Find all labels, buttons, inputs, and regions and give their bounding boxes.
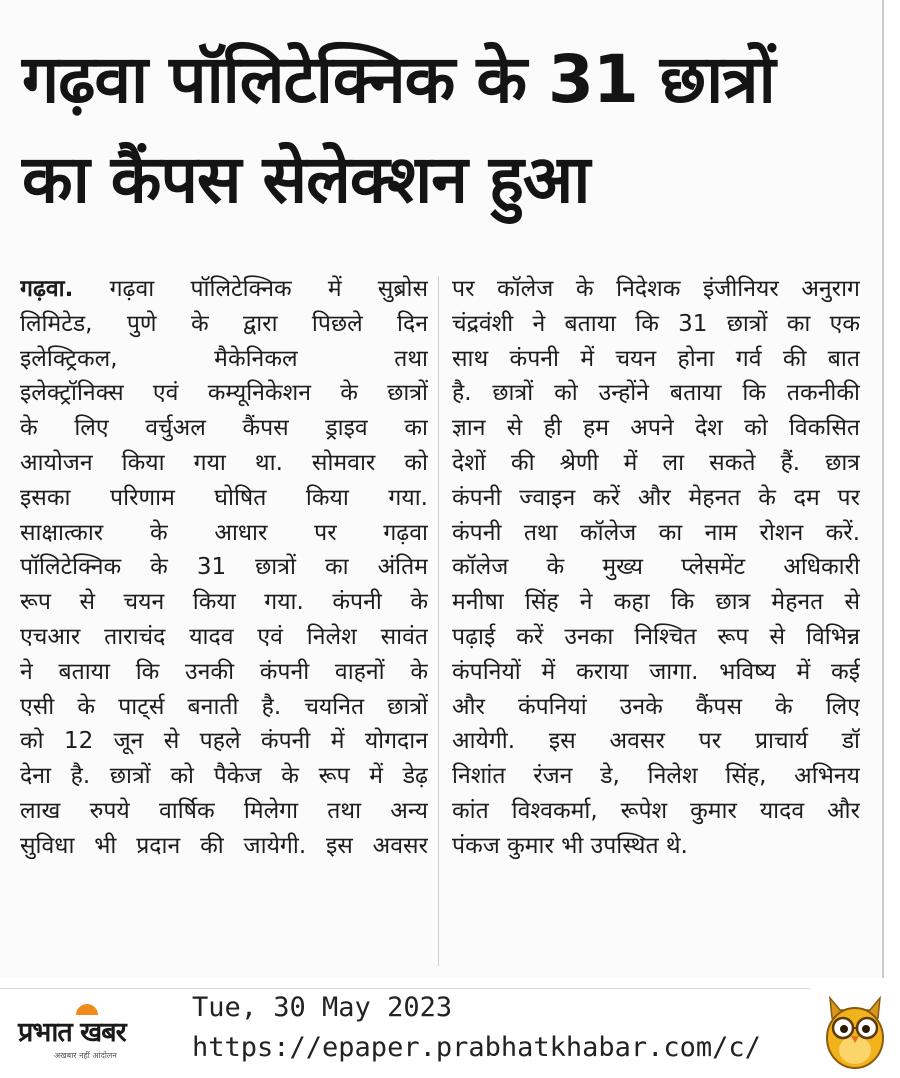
article-line: देशों की श्रेणी में ला सकते हैं. छात्र <box>452 449 860 476</box>
article-line-text: गढ़वा पॉलिटेक्निक में सुब्रोस <box>73 276 428 302</box>
article-line: देना है. छात्रों को पैकेज के रूप में डेढ़ <box>20 763 428 790</box>
article-line: एसी के पाट्‌र्स बनाती है. चयनित छात्रों <box>20 693 428 720</box>
epaper-url[interactable]: https://epaper.prabhatkhabar.com/c/ <box>192 1032 761 1063</box>
article-line: कंपनियों में कराया जागा. भविष्य में कई <box>452 658 860 685</box>
article-line: ज्ञान से ही हम अपने देश को विकसित <box>452 415 860 442</box>
article-line: के लिए वर्चुअल कैंपस ड्राइव का <box>20 415 428 442</box>
article-line: मनीषा सिंह ने कहा कि छात्र मेहनत से <box>452 589 860 616</box>
logo-tagline: अखबार नहीं आंदोलन <box>54 1051 117 1060</box>
article-line: को 12 जून से पहले कंपनी में योगदान <box>20 728 428 755</box>
article-line: इलेक्ट्रिकल, मैकेनिकल तथा <box>20 345 428 372</box>
dateline: गढ़वा. <box>20 276 74 302</box>
article-line: इलेक्ट्रॉनिक्स एवं कम्यूनिकेशन के छात्रों <box>20 380 428 407</box>
footer-divider <box>0 988 810 989</box>
article-line: कंपनी ज्वाइन करें और मेहनत के दम पर <box>452 484 860 511</box>
publication-date: Tue, 30 May 2023 <box>192 992 453 1023</box>
article-line: एचआर ताराचंद यादव एवं निलेश सावंत <box>20 623 428 650</box>
article-line: रूप से चयन किया गया. कंपनी के <box>20 589 428 616</box>
article-line: कांत विश्वकर्मा, रूपेश कुमार यादव और <box>452 797 860 824</box>
article-line: पॉलिटेक्निक के 31 छात्रों का अंतिम <box>20 554 428 581</box>
article-line: इसका परिणाम घोषित किया गया. <box>20 484 428 511</box>
article-line: साथ कंपनी में चयन होना गर्व की बात <box>452 345 860 372</box>
article-line: ने बताया कि उनकी कंपनी वाहनों के <box>20 658 428 685</box>
logo-text: प्रभात खबर <box>18 1017 126 1048</box>
column-divider <box>438 276 439 966</box>
article-line: लाख रुपये वार्षिक मिलेगा तथा अन्य <box>20 797 428 824</box>
article-line: और कंपनियां उनके कैंपस के लिए <box>452 693 860 720</box>
article-line: सुविधा भी प्रदान की जायेगी. इस अवसर <box>20 832 428 859</box>
article-line: कंपनी तथा कॉलेज का नाम रोशन करें. <box>452 519 860 546</box>
article-line: चंद्रवंशी ने बताया कि 31 छात्रों का एक <box>452 310 860 337</box>
article-line: कॉलेज के मुख्य प्लेसमेंट अधिकारी <box>452 554 860 581</box>
owl-mascot-icon <box>818 988 892 1072</box>
article-line: आयोजन किया गया था. सोमवार को <box>20 449 428 476</box>
article-column-left <box>20 272 428 972</box>
article-line: साक्षात्कार के आधार पर गढ़वा <box>20 519 428 546</box>
article-line <box>20 272 428 307</box>
epaper-footer <box>0 978 900 1078</box>
article-column-right <box>452 272 860 972</box>
prabhat-khabar-logo <box>14 990 184 1060</box>
headline-line-2: का कैंपस सेलेक्शन हुआ <box>22 141 590 218</box>
article-line: पढ़ाई करें उनका निश्चित रूप से विभिन्न <box>452 623 860 650</box>
article-line: है. छात्रों को उन्होंने बताया कि तकनीकी <box>452 380 860 407</box>
article-line: पंकज कुमार भी उपस्थित थे. <box>452 832 688 859</box>
headline-line-1: गढ़वा पॉलिटेक्निक के 31 छात्रों <box>22 41 775 118</box>
article-line: पर कॉलेज के निदेशक इंजीनियर अनुराग <box>452 276 860 302</box>
article-line: लिमिटेड, पुणे के द्वारा पिछले दिन <box>20 310 428 337</box>
article-headline <box>22 30 867 230</box>
article-line: निशांत रंजन डे, निलेश सिंह, अभिनय <box>452 763 860 790</box>
article-line: आयेगी. इस अवसर पर प्राचार्य डॉ <box>452 728 860 755</box>
